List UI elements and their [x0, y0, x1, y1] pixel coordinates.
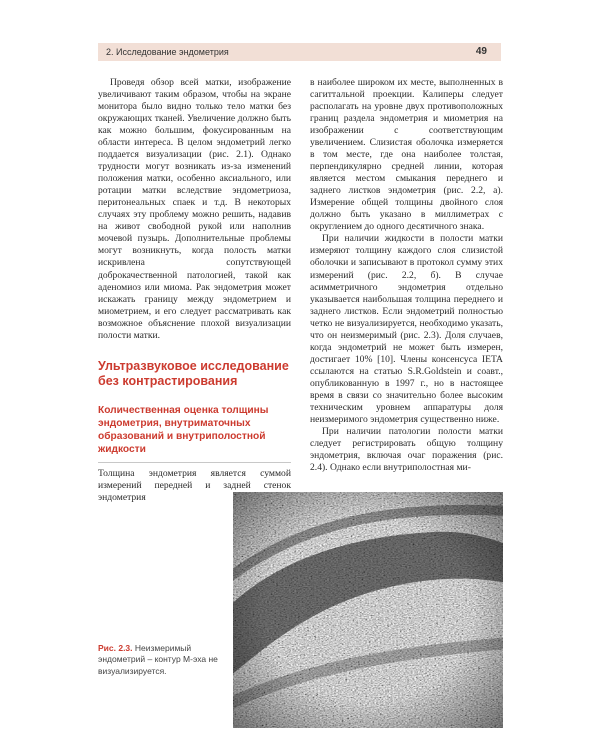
body-paragraph: Толщина эндометрия является суммой измерений передней и задней стенок эндометрия — [98, 467, 291, 503]
body-paragraph: Проведя обзор всей матки, изображение увеличивают таким образом, чтобы на экране монитора было видно только тело матки без окружающих тканей. Увеличение должно быть как можно большим, фокусированным на области интереса. В целом эндометрий легко поддается визуализации (рис. 2.1). Однако трудности могут возникать из-за изменений положения матки, особенно аксиального, или ротации матки вследствие эндометриоза, перитонеальных спаек и т.д. В некоторых случаях эту проблему можно решить, надавив на живот свободной рукой или наполнив мочевой пузырь. Дополнительные проблемы могут возникнуть, когда полость матки искривлена сопутствующей доброкачественной патологией, такой как аденомиоз или миома. Рак эндометрия может искажать границу между эндометрием и миометрием, и его следует рассматривать как возможное объяснение плохой визуализации полости матки. — [98, 77, 291, 341]
body-paragraph: в наиболее широком их месте, выполненных в сагиттальной проекции. Калиперы следует располагать на уровне двух противоположных границ раздела эндометрия и миометрия на изображении с соответствующим увеличением. Слизистая оболочка измеряется в том месте, где она наиболее толстая, перпендикулярно средней линии, которая является местом смыкания переднего и заднего листков эндометрия (рис. 2.2, а). Измерение общей толщины двойного слоя должно быть указано в миллиметрах с округлением до одного десятичного знака. — [310, 77, 503, 233]
heading-divider — [98, 462, 291, 463]
figure-caption — [98, 643, 226, 677]
section-title: 2. Исследование эндометрия — [106, 47, 229, 57]
right-column — [310, 77, 503, 474]
running-header — [98, 43, 501, 61]
figure-caption-text: Неизмеримый эндометрий – контур М-эха не визуализируется. — [98, 643, 218, 676]
subsection-heading: Количественная оценка толщины эндометрия, внутриматочных образований и внутриполостной жидкости — [98, 404, 269, 455]
page-number: 49 — [475, 46, 487, 57]
figure-label: Рис. 2.3. — [98, 643, 133, 653]
section-heading: Ультразвуковое исследование без контрастирования — [98, 358, 289, 389]
ultrasound-scan — [233, 492, 503, 728]
left-column — [98, 77, 291, 504]
body-paragraph: При наличии жидкости в полости матки измеряют толщину каждого слоя слизистой оболочки и записывают в протокол сумму этих измерений (рис. 2.2, б). В случае асимметричного эндометрия отдельно указывается наибольшая толщина переднего и заднего листков. Если эндометрий полностью четко не визуализируется, необходимо указать, что он неизмеримый (рис. 2.3). Доля случаев, когда эндометрий не может быть измерен, достигает 10% [10]. Члены консенсуса IETA ссылаются на статью S.R.Goldstein и соавт., опубликованную в 1997 г., но в настоящее время в связи со значительно более высоким техническим уровнем аппаратуры доля неизмеримого эндометрия существенно ниже. — [310, 233, 503, 425]
ultrasound-image — [233, 492, 503, 728]
body-paragraph: При наличии патологии полости матки следует регистрировать общую толщину эндометрия, включая очаг поражения (рис. 2.4). Однако если внутриполостная ми- — [310, 425, 503, 473]
